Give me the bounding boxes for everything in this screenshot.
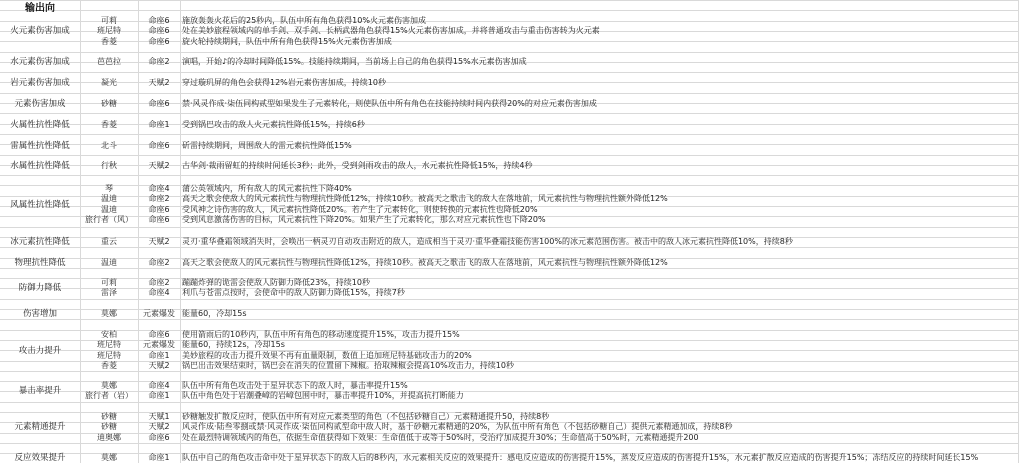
table-row bbox=[0, 412, 1018, 422]
category-cell[interactable]: 攻击力提升 bbox=[18, 345, 62, 356]
effect-cell[interactable]: 禁·风灵作成·柒伍同构贰型如果发生了元素转化，则使队伍中所有角色在技能持续时间内获得20%的对应元素伤害加成 bbox=[182, 99, 597, 108]
effect-cell[interactable]: 灵刃·重华叠霜领域消失时，会唤出一柄灵刃自动攻击附近的敌人，造成相当于灵刃·重华叠霜技能伤害100%的冰元素范围伤害。被击中的敌人冰元素抗性降低10%，持续8秒 bbox=[182, 237, 793, 246]
table-row bbox=[0, 361, 1018, 371]
table-row bbox=[0, 422, 1018, 432]
table-row bbox=[0, 37, 1018, 47]
character-cell[interactable]: 琴 bbox=[105, 184, 113, 193]
table-row bbox=[0, 57, 1018, 67]
table-row bbox=[0, 278, 1018, 288]
table-row bbox=[0, 120, 1018, 130]
category-cell[interactable]: 冰元素抗性降低 bbox=[10, 237, 70, 248]
character-cell[interactable]: 凝光 bbox=[101, 78, 117, 87]
effect-cell[interactable]: 古华剑·裁雨留虹的持续时间延长3秒；此外，受到剑雨攻击的敌人，水元素抗性降低15%，持续4秒 bbox=[182, 161, 533, 170]
row-divider bbox=[0, 93, 1018, 94]
source-cell[interactable]: 天赋1 bbox=[148, 412, 170, 421]
row-divider bbox=[0, 247, 1018, 248]
source-cell[interactable]: 天赋2 bbox=[148, 360, 170, 370]
table-row bbox=[0, 215, 1018, 225]
source-cell[interactable]: 天赋2 bbox=[148, 78, 170, 87]
category-cell[interactable]: 雷属性抗性降低 bbox=[10, 141, 70, 152]
source-cell[interactable]: 命座1 bbox=[148, 453, 170, 462]
effect-cell[interactable]: 斫雷持续期间，周围敌人的雷元素抗性降低15% bbox=[182, 141, 352, 150]
effect-cell[interactable]: 处在美妙旅程领域内的单手剑、双手剑、长柄武器角色获得15%火元素伤害加成，并将普通攻击与重击伤害转为火元素 bbox=[182, 26, 600, 36]
source-cell[interactable]: 命座4 bbox=[148, 381, 170, 390]
character-cell[interactable]: 砂糖 bbox=[101, 412, 117, 421]
character-cell[interactable]: 迪奥娜 bbox=[97, 432, 121, 442]
character-cell[interactable]: 香菱 bbox=[101, 360, 117, 370]
source-cell[interactable]: 命座2 bbox=[148, 258, 170, 267]
character-cell[interactable]: 可莉 bbox=[101, 16, 117, 25]
effect-cell[interactable]: 砂糖触发扩散反应时，使队伍中所有对应元素类型的角色（不包括砂糖自己）元素精通提升50，持续8秒 bbox=[182, 412, 550, 421]
effect-cell[interactable]: 受风神之诗伤害的敌人，风元素抗性降低20%。若产生了元素转化，则使转换的元素抗性也降低20% bbox=[182, 204, 538, 214]
effect-cell[interactable]: 美妙旅程的攻击力提升效果不再有血量限制，数值上追加班尼特基础攻击力的20% bbox=[182, 350, 472, 360]
character-cell[interactable]: 温迪 bbox=[101, 204, 117, 214]
category-cell[interactable]: 伤害增加 bbox=[22, 309, 57, 320]
source-cell[interactable]: 元素爆发 bbox=[143, 340, 175, 350]
effect-cell[interactable]: 施放轰轰火花后的25秒内，队伍中所有角色获得10%火元素伤害加成 bbox=[182, 16, 426, 25]
category-cell[interactable]: 物理抗性降低 bbox=[14, 258, 66, 269]
table-row bbox=[0, 99, 1018, 109]
effect-cell[interactable]: 利爪与苍雷点按时，会使命中的敌人防御力降低15%，持续7秒 bbox=[182, 288, 405, 298]
character-cell[interactable]: 北斗 bbox=[101, 141, 117, 150]
source-cell[interactable]: 天赋2 bbox=[148, 161, 170, 170]
row-divider bbox=[0, 227, 1018, 228]
source-cell[interactable]: 天赋2 bbox=[148, 237, 170, 246]
source-cell[interactable]: 命座6 bbox=[148, 432, 170, 442]
table-row bbox=[0, 288, 1018, 298]
effect-cell[interactable]: 受到锅巴攻击的敌人火元素抗性降低15%，持续6秒 bbox=[182, 120, 365, 129]
character-cell[interactable]: 香菱 bbox=[101, 120, 117, 129]
character-cell[interactable]: 莫娜 bbox=[101, 381, 117, 390]
table-row bbox=[0, 161, 1018, 171]
character-cell[interactable]: 旅行者（风） bbox=[85, 214, 133, 224]
character-cell[interactable]: 芭芭拉 bbox=[97, 57, 121, 66]
table-row bbox=[0, 237, 1018, 247]
table-row bbox=[0, 184, 1018, 194]
table-row bbox=[0, 309, 1018, 319]
source-cell[interactable]: 元素爆发 bbox=[143, 309, 175, 318]
category-cell[interactable]: 元素伤害加成 bbox=[14, 99, 66, 110]
effect-cell[interactable]: 高天之歌会使敌人的风元素抗性与物理抗性降低12%，持续10秒。被高天之歌击飞的敌人在落地前，风元素抗性与物理抗性额外降低12% bbox=[182, 258, 668, 267]
column-divider bbox=[1018, 0, 1019, 463]
character-cell[interactable]: 行秋 bbox=[101, 161, 117, 170]
character-cell[interactable]: 旅行者（岩） bbox=[85, 391, 133, 401]
character-cell[interactable]: 温迪 bbox=[101, 258, 117, 267]
character-cell[interactable]: 莫娜 bbox=[101, 453, 117, 462]
character-cell[interactable]: 班尼特 bbox=[97, 26, 121, 36]
effect-cell[interactable]: 队伍中角色处于岩潮叠嶂的岩嶂包围中时，暴击率提升10%，并提高抗打断能力 bbox=[182, 391, 464, 401]
category-cell[interactable]: 暴击率提升 bbox=[18, 386, 62, 397]
row-divider bbox=[0, 72, 1018, 73]
row-divider bbox=[0, 175, 1018, 176]
source-cell[interactable]: 命座4 bbox=[148, 288, 170, 298]
row-divider bbox=[0, 299, 1018, 300]
category-cell[interactable]: 水元素伤害加成 bbox=[10, 57, 70, 68]
character-cell[interactable]: 雷泽 bbox=[101, 288, 117, 298]
row-divider bbox=[0, 155, 1018, 156]
character-cell[interactable]: 砂糖 bbox=[101, 99, 117, 108]
effect-cell[interactable]: 能量60，冷却15s bbox=[182, 309, 247, 318]
effect-cell[interactable]: 高天之歌会使敌人的风元素抗性与物理抗性降低12%，持续10秒。被高天之歌击飞的敌人在落地前，风元素抗性与物理抗性额外降低12% bbox=[182, 194, 668, 204]
category-cell[interactable]: 火属性抗性降低 bbox=[10, 120, 70, 131]
table-row bbox=[0, 330, 1018, 340]
source-cell[interactable]: 命座6 bbox=[148, 16, 170, 25]
character-cell[interactable]: 可莉 bbox=[101, 278, 117, 287]
effect-cell[interactable]: 蒲公英领域内，所有敌人的风元素抗性下降40% bbox=[182, 184, 352, 193]
source-cell[interactable]: 命座1 bbox=[148, 120, 170, 129]
row-divider bbox=[0, 268, 1018, 269]
table-row bbox=[0, 391, 1018, 401]
effect-cell[interactable]: 受到风息激荡伤害的目标，风元素抗性下降20%。如果产生了元素转化，那么对应元素抗性也下降20% bbox=[182, 214, 546, 224]
source-cell[interactable]: 命座6 bbox=[148, 330, 170, 339]
category-cell[interactable]: 反应效果提升 bbox=[14, 453, 66, 463]
source-cell[interactable]: 命座6 bbox=[148, 36, 170, 46]
row-divider bbox=[0, 319, 1018, 320]
table-row bbox=[0, 205, 1018, 215]
character-cell[interactable]: 重云 bbox=[101, 237, 117, 246]
effect-cell[interactable]: 使用箭雨后的10秒内，队伍中所有角色的移动速度提升15%，攻击力提升15% bbox=[182, 330, 460, 339]
sheet-title: 输出向 bbox=[25, 3, 55, 14]
source-cell[interactable]: 命座6 bbox=[148, 99, 170, 108]
character-cell[interactable]: 班尼特 bbox=[97, 350, 121, 360]
character-cell[interactable]: 安柏 bbox=[101, 330, 117, 339]
table-row bbox=[0, 433, 1018, 443]
effect-cell[interactable]: 处在最烈特调领域内的角色，依据生命值获得如下效果：生命值低于或等于50%时，受治疗加成提升30%；生命值高于50%时，元素精通提升200 bbox=[182, 432, 699, 442]
character-cell[interactable]: 香菱 bbox=[101, 36, 117, 46]
effect-cell[interactable]: 旋火轮持续期间，队伍中所有角色获得15%火元素伤害加成 bbox=[182, 36, 392, 46]
effect-cell[interactable]: 蹦蹦炸弹的诡雷会使敌人防御力降低23%，持续10秒 bbox=[182, 278, 370, 287]
table-row bbox=[0, 258, 1018, 268]
table-row bbox=[0, 26, 1018, 36]
source-cell[interactable]: 命座6 bbox=[148, 141, 170, 150]
effect-cell[interactable]: 队伍中自己的角色攻击命中处于星异状态下的敌人后的8秒内，水元素相关反应的效果提升：感电反应造成的伤害提升15%，蒸发反应造成的伤害提升15%，水元素扩散反应造成的伤害提升15%；冻结反应的持续时间延长15% bbox=[182, 453, 979, 462]
row-divider bbox=[0, 10, 1018, 11]
category-cell[interactable]: 元素精通提升 bbox=[14, 422, 66, 433]
character-cell[interactable]: 班尼特 bbox=[97, 340, 121, 350]
source-cell[interactable]: 命座6 bbox=[148, 26, 170, 36]
character-cell[interactable]: 莫娜 bbox=[101, 309, 117, 318]
effect-cell[interactable]: 演唱，开始♪的冷却时间降低15%。技能持续期间，当前场上自己的角色获得15%水元素伤害加成 bbox=[182, 57, 527, 66]
table-row bbox=[0, 16, 1018, 26]
source-cell[interactable]: 命座1 bbox=[148, 350, 170, 360]
effect-cell[interactable]: 队伍中所有角色攻击处于星异状态下的敌人时，暴击率提升15% bbox=[182, 381, 408, 390]
row-divider bbox=[0, 371, 1018, 372]
effect-cell[interactable]: 锅巴出击效果结束时，锅巴会在消失的位置留下辣椒。拾取辣椒会提高10%攻击力，持续10秒 bbox=[182, 360, 514, 370]
source-cell[interactable]: 命座6 bbox=[148, 214, 170, 224]
source-cell[interactable]: 命座6 bbox=[148, 204, 170, 214]
row-divider bbox=[0, 402, 1018, 403]
category-cell[interactable]: 岩元素伤害加成 bbox=[10, 78, 70, 89]
table-row bbox=[0, 78, 1018, 88]
table-row bbox=[0, 381, 1018, 391]
table-row bbox=[0, 351, 1018, 361]
table-row bbox=[0, 453, 1018, 463]
source-cell[interactable]: 天赋2 bbox=[148, 422, 170, 432]
row-divider bbox=[0, 134, 1018, 135]
effect-cell[interactable]: 风灵作成·陆叁零捌或禁·风灵作成·柒伍同构贰型命中敌人时，基于砂糖元素精通的20%，为队伍中所有角色（不包括砂糖自己）提供元素精通加成，持续8秒 bbox=[182, 422, 733, 432]
source-cell[interactable]: 命座4 bbox=[148, 184, 170, 193]
row-divider bbox=[0, 0, 1018, 1]
effect-cell[interactable]: 穿过璇玑屏的角色会获得12%岩元素伤害加成，持续10秒 bbox=[182, 78, 386, 87]
category-cell[interactable]: 水属性抗性降低 bbox=[10, 161, 70, 172]
table-row bbox=[0, 340, 1018, 350]
source-cell[interactable]: 命座2 bbox=[148, 57, 170, 66]
source-cell[interactable]: 命座1 bbox=[148, 391, 170, 401]
category-cell[interactable]: 火元素伤害加成 bbox=[10, 26, 70, 37]
character-cell[interactable]: 温迪 bbox=[101, 194, 117, 204]
source-cell[interactable]: 命座2 bbox=[148, 194, 170, 204]
effect-cell[interactable]: 能量60，持续12s，冷却15s bbox=[182, 340, 285, 350]
category-cell[interactable]: 防御力降低 bbox=[18, 283, 62, 294]
table-row bbox=[0, 194, 1018, 204]
row-divider bbox=[0, 443, 1018, 444]
row-divider bbox=[0, 52, 1018, 53]
row-divider bbox=[0, 113, 1018, 114]
character-cell[interactable]: 砂糖 bbox=[101, 422, 117, 432]
category-cell[interactable]: 风属性抗性降低 bbox=[10, 199, 70, 210]
table-row bbox=[0, 141, 1018, 151]
source-cell[interactable]: 命座2 bbox=[148, 278, 170, 287]
